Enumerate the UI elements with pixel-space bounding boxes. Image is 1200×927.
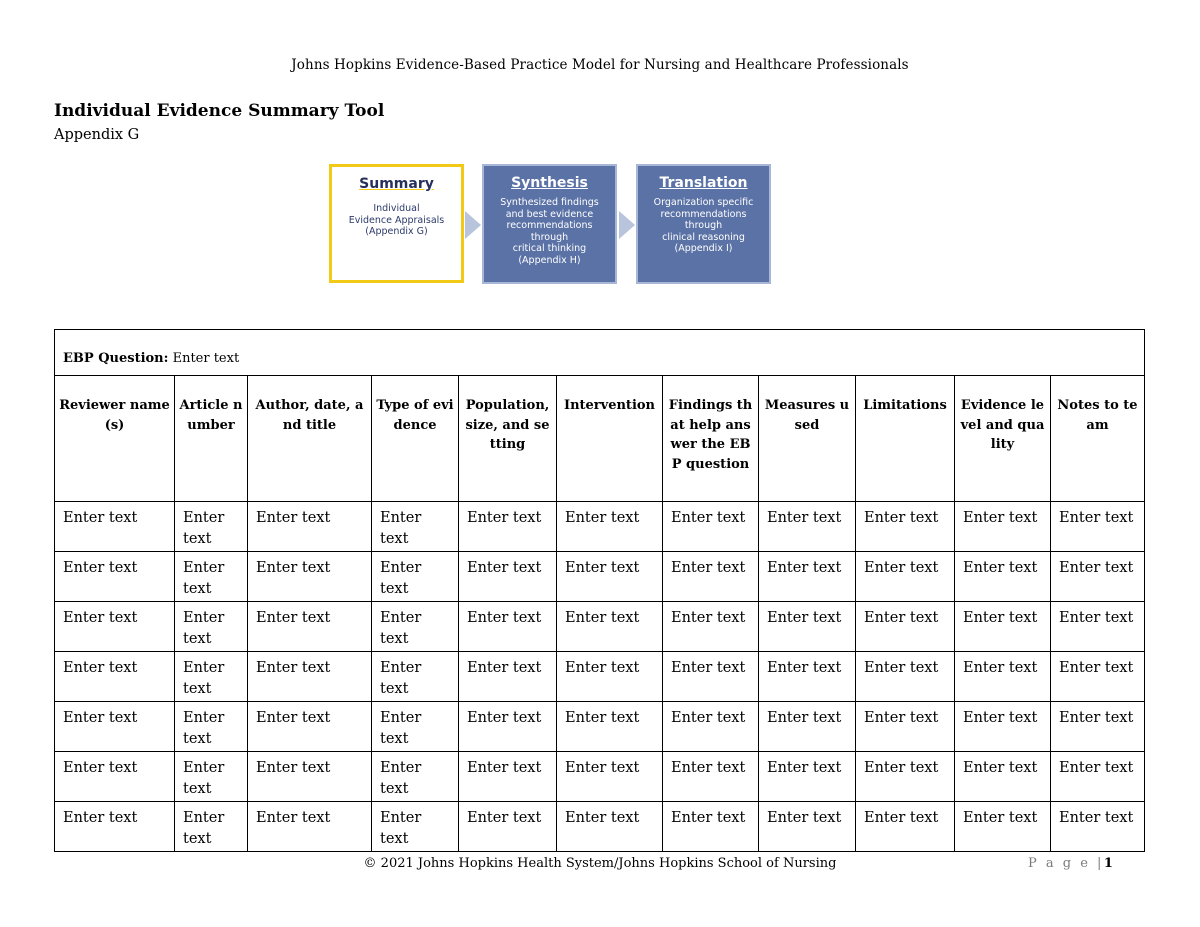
entry-field[interactable]: Enter text	[175, 502, 248, 552]
entry-field[interactable]: Enter text	[248, 652, 372, 702]
column-header: Measures used	[759, 376, 856, 502]
entry-field[interactable]: Enter text	[759, 802, 856, 852]
stage-title: Summary	[359, 176, 434, 192]
entry-field[interactable]: Enter text	[459, 602, 557, 652]
column-header: Notes to team	[1051, 376, 1145, 502]
table-row	[55, 752, 1145, 802]
table-row	[55, 652, 1145, 702]
ebp-question-field[interactable]: Enter text	[172, 351, 240, 366]
table-row	[55, 802, 1145, 852]
entry-field[interactable]: Enter text	[955, 652, 1051, 702]
entry-field[interactable]: Enter text	[175, 552, 248, 602]
entry-field[interactable]: Enter text	[955, 702, 1051, 752]
entry-field[interactable]: Enter text	[856, 802, 955, 852]
entry-field[interactable]: Enter text	[955, 502, 1051, 552]
process-stage-translation	[636, 164, 771, 284]
entry-field[interactable]: Enter text	[372, 752, 459, 802]
entry-field[interactable]: Enter text	[663, 552, 759, 602]
entry-field[interactable]: Enter text	[459, 702, 557, 752]
entry-field[interactable]: Enter text	[459, 552, 557, 602]
column-header: Limitations	[856, 376, 955, 502]
page-number-value: 1	[1103, 856, 1113, 871]
entry-field[interactable]: Enter text	[175, 752, 248, 802]
entry-field[interactable]: Enter text	[759, 702, 856, 752]
entry-field[interactable]: Enter text	[663, 602, 759, 652]
entry-field[interactable]: Enter text	[55, 552, 175, 602]
entry-field[interactable]: Enter text	[663, 802, 759, 852]
entry-field[interactable]: Enter text	[663, 502, 759, 552]
entry-field[interactable]: Enter text	[856, 602, 955, 652]
arrow-right-icon	[465, 211, 481, 239]
stage-description: Individual Evidence Appraisals (Appendix G)	[348, 203, 445, 237]
entry-field[interactable]: Enter text	[955, 752, 1051, 802]
entry-field[interactable]: Enter text	[759, 552, 856, 602]
entry-field[interactable]: Enter text	[856, 702, 955, 752]
entry-field[interactable]: Enter text	[248, 802, 372, 852]
arrow-right-icon	[619, 211, 635, 239]
document-title: Individual Evidence Summary Tool	[54, 101, 385, 121]
column-header: Evidence level and quality	[955, 376, 1051, 502]
entry-field[interactable]: Enter text	[759, 502, 856, 552]
page-header: Johns Hopkins Evidence-Based Practice Model for Nursing and Healthcare Professionals	[291, 57, 909, 73]
entry-field[interactable]: Enter text	[557, 802, 663, 852]
column-header: Type of evidence	[372, 376, 459, 502]
entry-field[interactable]: Enter text	[663, 702, 759, 752]
entry-field[interactable]: Enter text	[1051, 702, 1145, 752]
stage-title: Translation	[659, 175, 748, 191]
entry-field[interactable]: Enter text	[557, 602, 663, 652]
page-number	[1028, 856, 1113, 871]
entry-field[interactable]: Enter text	[557, 652, 663, 702]
entry-field[interactable]: Enter text	[248, 552, 372, 602]
column-header: Article number	[175, 376, 248, 502]
entry-field[interactable]: Enter text	[55, 502, 175, 552]
entry-field[interactable]: Enter text	[1051, 652, 1145, 702]
entry-field[interactable]: Enter text	[856, 502, 955, 552]
footer-copyright: © 2021 Johns Hopkins Health System/Johns Hopkins School of Nursing	[363, 856, 837, 871]
entry-field[interactable]: Enter text	[372, 802, 459, 852]
entry-field[interactable]: Enter text	[55, 602, 175, 652]
process-stage-synthesis	[482, 164, 617, 284]
table-row	[55, 552, 1145, 602]
entry-field[interactable]: Enter text	[372, 652, 459, 702]
entry-field[interactable]: Enter text	[248, 602, 372, 652]
entry-field[interactable]: Enter text	[459, 502, 557, 552]
entry-field[interactable]: Enter text	[557, 552, 663, 602]
entry-field[interactable]: Enter text	[372, 602, 459, 652]
table-body	[55, 502, 1145, 852]
entry-field[interactable]: Enter text	[856, 752, 955, 802]
table-row	[55, 502, 1145, 552]
entry-field[interactable]: Enter text	[1051, 552, 1145, 602]
entry-field[interactable]: Enter text	[663, 752, 759, 802]
stage-title: Synthesis	[511, 175, 588, 191]
evidence-summary-table	[54, 329, 1145, 852]
ebp-question-label: EBP Question:	[63, 351, 169, 366]
entry-field[interactable]: Enter text	[955, 602, 1051, 652]
entry-field[interactable]: Enter text	[248, 752, 372, 802]
entry-field[interactable]: Enter text	[856, 552, 955, 602]
entry-field[interactable]: Enter text	[1051, 752, 1145, 802]
entry-field[interactable]: Enter text	[955, 802, 1051, 852]
stage-description: Organization specific recommendations through clinical reasoning (Appendix I)	[653, 197, 754, 254]
entry-field[interactable]: Enter text	[759, 652, 856, 702]
entry-field[interactable]: Enter text	[175, 702, 248, 752]
entry-field[interactable]: Enter text	[55, 702, 175, 752]
entry-field[interactable]: Enter text	[1051, 802, 1145, 852]
column-header: Intervention	[557, 376, 663, 502]
table-row	[55, 702, 1145, 752]
entry-field[interactable]: Enter text	[955, 552, 1051, 602]
entry-field[interactable]: Enter text	[856, 652, 955, 702]
entry-field[interactable]: Enter text	[459, 802, 557, 852]
entry-field[interactable]: Enter text	[175, 602, 248, 652]
column-header: Author, date, and title	[248, 376, 372, 502]
stage-description: Synthesized findings and best evidence recommendations through critical thinking (Appendix H)	[500, 197, 599, 266]
entry-field[interactable]: Enter text	[248, 502, 372, 552]
entry-field[interactable]: Enter text	[459, 752, 557, 802]
entry-field[interactable]: Enter text	[557, 752, 663, 802]
table-header-row	[55, 376, 1145, 502]
entry-field[interactable]: Enter text	[372, 702, 459, 752]
entry-field[interactable]: Enter text	[1051, 602, 1145, 652]
column-header: Findings that help answer the EBP question	[663, 376, 759, 502]
page-label: P a g e |	[1028, 856, 1104, 871]
entry-field[interactable]: Enter text	[55, 802, 175, 852]
entry-field[interactable]: Enter text	[557, 502, 663, 552]
entry-field[interactable]: Enter text	[557, 702, 663, 752]
entry-field[interactable]: Enter text	[175, 802, 248, 852]
entry-field[interactable]: Enter text	[55, 652, 175, 702]
entry-field[interactable]: Enter text	[372, 502, 459, 552]
entry-field[interactable]: Enter text	[759, 752, 856, 802]
table-row	[55, 602, 1145, 652]
entry-field[interactable]: Enter text	[372, 552, 459, 602]
entry-field[interactable]: Enter text	[248, 702, 372, 752]
column-header: Reviewer name(s)	[55, 376, 175, 502]
column-header: Population, size, and setting	[459, 376, 557, 502]
entry-field[interactable]: Enter text	[663, 652, 759, 702]
entry-field[interactable]: Enter text	[459, 652, 557, 702]
entry-field[interactable]: Enter text	[175, 652, 248, 702]
entry-field[interactable]: Enter text	[55, 752, 175, 802]
entry-field[interactable]: Enter text	[1051, 502, 1145, 552]
document-subtitle: Appendix G	[54, 127, 140, 143]
ebp-question-row	[55, 330, 1145, 376]
entry-field[interactable]: Enter text	[759, 602, 856, 652]
process-stage-summary	[329, 164, 464, 283]
